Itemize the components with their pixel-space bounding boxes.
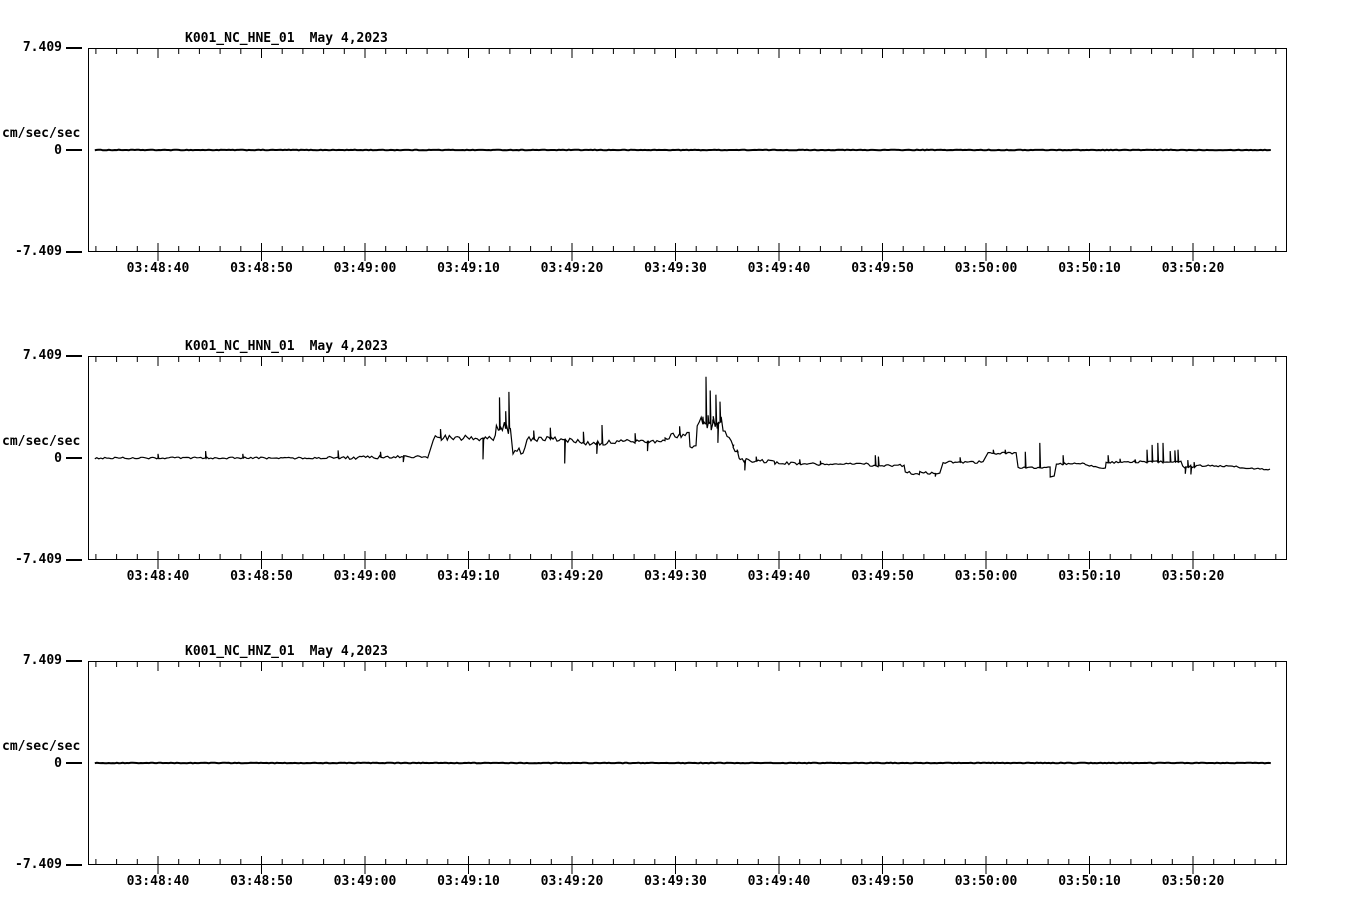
y-axis-dash-zero [66,762,82,764]
y-tick-max: 7.409 [22,40,62,55]
x-tick-label: 03:49:20 [540,874,604,889]
y-tick-zero: 0 [54,451,62,466]
y-axis-dash-max [66,47,82,49]
x-tick-label: 03:49:30 [644,874,707,889]
x-tick-label: 03:48:40 [126,261,190,276]
x-tick-label: 03:50:00 [954,261,1018,276]
x-tick-label: 03:49:40 [747,261,811,276]
date-label: May 4,2023 [309,339,388,354]
axis-ticks [96,357,1276,569]
panel-title [185,32,388,45]
x-tick-label: 03:49:20 [540,261,604,276]
x-tick-label: 03:48:40 [126,569,190,584]
x-tick-label: 03:49:30 [644,569,707,584]
x-tick-label: 03:49:10 [437,874,500,889]
x-tick-label: 03:50:10 [1058,261,1121,276]
x-tick-label: 03:49:40 [747,569,811,584]
x-tick-label: 03:49:50 [851,261,914,276]
x-tick-label: 03:48:50 [230,261,293,276]
x-tick-label: 03:49:00 [333,569,397,584]
y-axis-dash-min [66,251,82,253]
waveform-trace [95,150,1271,151]
y-tick-zero: 0 [54,756,62,771]
waveform-trace [95,377,1270,477]
waveform-plot-hnz [88,661,1289,879]
y-tick-max: 7.409 [22,348,62,363]
y-axis-unit-label: cm/sec/sec [2,126,81,141]
waveform-plot-hnn [88,356,1289,574]
x-tick-label: 03:50:10 [1058,874,1121,889]
x-tick-label: 03:50:10 [1058,569,1121,584]
x-tick-label: 03:49:10 [437,569,500,584]
y-axis-unit-label: cm/sec/sec [2,434,81,449]
waveform-trace [95,763,1271,764]
y-axis-dash-zero [66,149,82,151]
x-tick-label: 03:50:00 [954,874,1018,889]
x-tick-label: 03:49:50 [851,874,914,889]
y-tick-min: -7.409 [15,244,62,259]
station-channel-label: K001_NC_HNE_01 [185,31,295,46]
station-channel-label: K001_NC_HNN_01 [185,339,295,354]
y-axis-dash-max [66,355,82,357]
y-axis-dash-min [66,559,82,561]
x-tick-label: 03:49:00 [333,261,397,276]
axis-ticks [96,662,1276,874]
y-tick-max: 7.409 [22,653,62,668]
x-tick-label: 03:50:20 [1161,874,1225,889]
x-tick-label: 03:49:10 [437,261,500,276]
x-tick-label: 03:49:30 [644,261,707,276]
x-tick-label: 03:49:00 [333,874,397,889]
y-axis-dash-zero [66,457,82,459]
panel-title [185,645,388,658]
axis-ticks [96,49,1276,261]
x-tick-label: 03:49:40 [747,874,811,889]
y-axis-unit-label: cm/sec/sec [2,739,81,754]
x-tick-label: 03:50:20 [1161,569,1225,584]
waveform-plot-hne [88,48,1289,266]
x-tick-label: 03:49:50 [851,569,914,584]
panel-title [185,340,388,353]
y-axis-dash-min [66,864,82,866]
x-tick-label: 03:50:00 [954,569,1018,584]
y-tick-zero: 0 [54,143,62,158]
x-tick-label: 03:48:50 [230,569,293,584]
x-tick-label: 03:50:20 [1161,261,1225,276]
x-tick-label: 03:48:50 [230,874,293,889]
date-label: May 4,2023 [309,644,388,659]
y-tick-min: -7.409 [15,857,62,872]
y-tick-min: -7.409 [15,552,62,567]
y-axis-dash-max [66,660,82,662]
x-tick-label: 03:48:40 [126,874,190,889]
x-tick-label: 03:49:20 [540,569,604,584]
date-label: May 4,2023 [309,31,388,46]
station-channel-label: K001_NC_HNZ_01 [185,644,295,659]
